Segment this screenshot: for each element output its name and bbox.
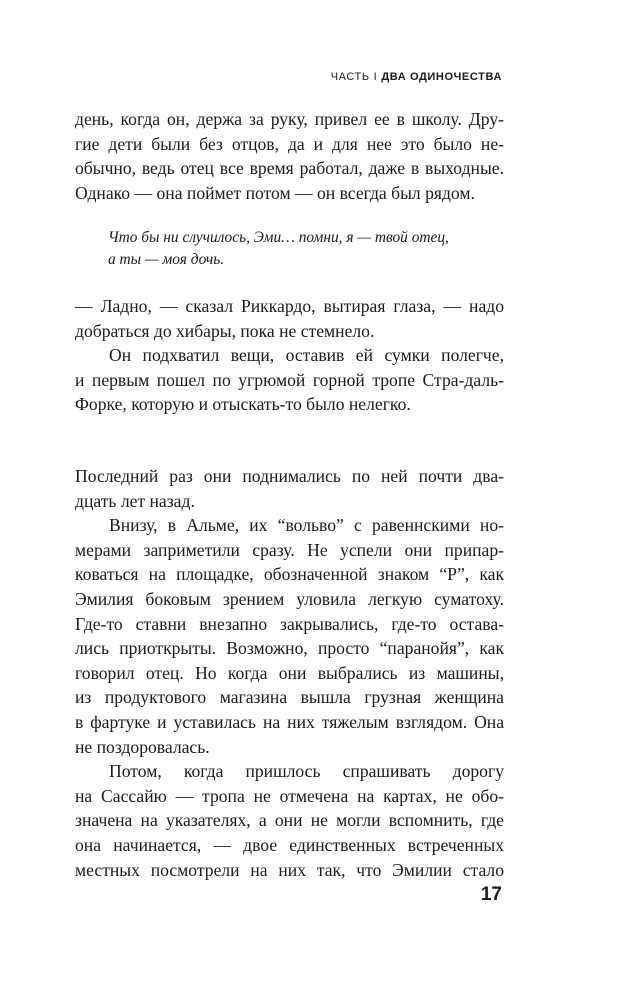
text-line: и первым пошел по угрюмой горной тропе Стра-даль-	[75, 369, 504, 390]
text-line: говорил отец. Но когда они выбрались из машины,	[75, 662, 504, 683]
text-line: Где-то ставни внезапно закрывались, где-то остава-	[75, 613, 504, 634]
text-line: местных посмотрели на них так, что Эмилии стало	[75, 859, 504, 880]
page-number: 17	[480, 884, 502, 905]
paragraph-block-2	[75, 294, 504, 417]
text-line: она начинается, — двое единственных встреченных	[75, 834, 504, 855]
text-line: Однако — она поймет потом — он всегда был рядом.	[75, 182, 475, 203]
paragraph-block-3	[75, 464, 504, 882]
paragraph-block-1	[75, 107, 504, 205]
text-line: добраться до хибары, пока не стемнело.	[75, 320, 375, 341]
epigraph-quote	[108, 227, 508, 271]
text-line: в фартуке и уставилась на них тяжелым взглядом. Она	[75, 711, 504, 732]
text-line: коваться на площадке, обозначенной знаком “P”, как	[75, 564, 504, 585]
text-line: Последний раз они поднимались по ней почти два-	[75, 466, 504, 486]
text-line: на Сассайю — тропа не отмечена на картах, не обо-	[75, 785, 504, 806]
text-line: лись приоткрыты. Возможно, просто “паранойя”, как	[75, 638, 504, 659]
header-part-title: ДВА ОДИНОЧЕСТВА	[381, 71, 502, 83]
text-line: обычно, ведь отец все время работал, даже в выходные.	[75, 158, 504, 179]
text-line: Внизу, в Альме, их “вольво” с равеннскими но-	[109, 515, 504, 536]
text-line: день, когда он, держа за руку, привел ее в школу. Дру-	[75, 109, 504, 129]
text-line: из продуктового магазина вышла грузная женщина	[75, 687, 504, 708]
text-line: Потом, когда пришлось спрашивать дорогу	[109, 761, 504, 782]
text-line: Эмилия боковым зрением уловила легкую суматоху.	[75, 588, 504, 609]
header-part-label: ЧАСТЬ	[330, 71, 370, 83]
text-line: гие дети были без отцов, да и для нее это было не-	[75, 133, 504, 154]
text-line: мерами заприметили сразу. Не успели они припар-	[75, 539, 504, 560]
text-line: не поздоровалась.	[75, 736, 210, 757]
quote-line: Что бы ни случилось, Эми… помни, я — твой отец,	[108, 229, 449, 246]
header-separator: I	[373, 71, 378, 83]
quote-line: а ты — моя дочь.	[108, 251, 225, 268]
text-line: дцать лет назад.	[75, 490, 195, 511]
text-line: Он подхватил вещи, оставив ей сумки полегче,	[109, 345, 504, 366]
running-header	[331, 71, 502, 83]
text-line: значена на указателях, а они не могли вспомнить, где	[75, 810, 504, 831]
text-line: Форке, которую и отыскать-то было нелегко.	[75, 394, 411, 415]
text-line: — Ладно, — сказал Риккардо, вытирая глаза, — надо	[75, 296, 504, 316]
